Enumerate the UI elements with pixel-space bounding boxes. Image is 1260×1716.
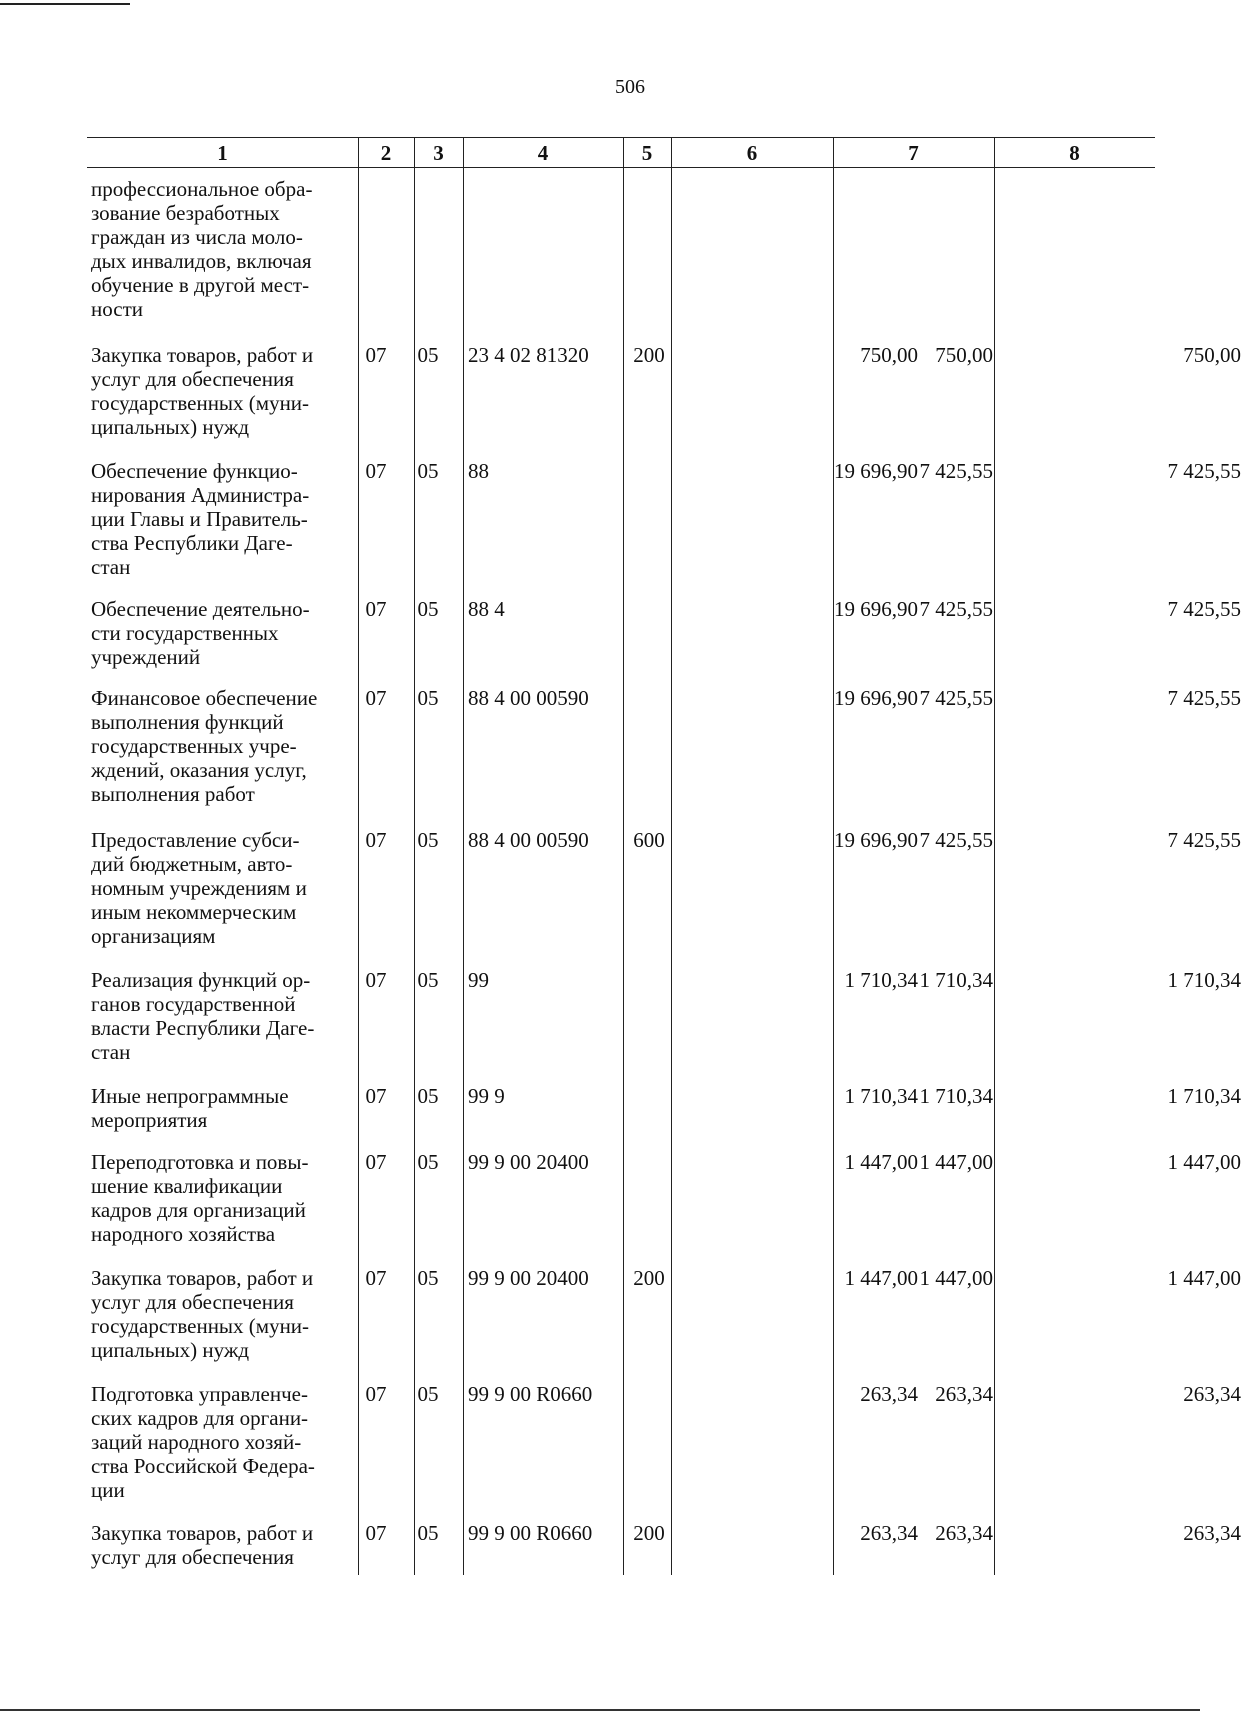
row-col-7: 1 447,00 xyxy=(919,1266,993,1290)
row-col-4: 23 4 02 81320 xyxy=(468,343,589,367)
row-col-3: 05 xyxy=(417,1084,439,1108)
row-col-4: 99 9 xyxy=(468,1084,505,1108)
column-divider xyxy=(994,137,995,1575)
row-description: Обеспечение деятельно- сти государственных учреждений xyxy=(91,597,310,669)
row-col-7: 750,00 xyxy=(935,343,993,367)
row-col-7: 1 710,34 xyxy=(919,968,993,992)
row-col-2: 07 xyxy=(365,1084,387,1108)
row-col-3: 05 xyxy=(417,828,439,852)
row-description: Иные непрограммные мероприятия xyxy=(91,1084,289,1132)
row-col-7: 7 425,55 xyxy=(919,828,993,852)
row-description: Закупка товаров, работ и услуг для обеспечения xyxy=(91,1521,314,1569)
row-col-6: 19 696,90 xyxy=(834,686,918,710)
row-col-3: 05 xyxy=(417,968,439,992)
row-col-6: 19 696,90 xyxy=(834,828,918,852)
row-col-7: 7 425,55 xyxy=(919,597,993,621)
row-col-8: 7 425,55 xyxy=(1167,459,1241,483)
row-description: Обеспечение функцио- нирования Администра- ции Главы и Правитель- ства Республики Даге- стан xyxy=(91,459,310,579)
row-col-3: 05 xyxy=(417,597,439,621)
row-col-3: 05 xyxy=(417,1521,439,1545)
row-col-8: 263,34 xyxy=(1183,1521,1241,1545)
row-description: Переподготовка и повы- шение квалификации кадров для организаций народного хозяйства xyxy=(91,1150,309,1246)
row-col-4: 88 4 00 00590 xyxy=(468,686,589,710)
row-col-2: 07 xyxy=(365,343,387,367)
header-col-4: 4 xyxy=(537,141,549,165)
row-col-5: 200 xyxy=(633,1521,665,1545)
row-col-8: 1 447,00 xyxy=(1167,1266,1241,1290)
row-col-8: 1 710,34 xyxy=(1167,1084,1241,1108)
row-col-2: 07 xyxy=(365,1150,387,1174)
row-col-8: 7 425,55 xyxy=(1167,686,1241,710)
row-col-7: 263,34 xyxy=(935,1521,993,1545)
top-edge-rule xyxy=(0,3,130,5)
row-col-8: 750,00 xyxy=(1183,343,1241,367)
row-col-8: 1 447,00 xyxy=(1167,1150,1241,1174)
row-col-8: 263,34 xyxy=(1183,1382,1241,1406)
header-col-6: 6 xyxy=(746,141,758,165)
header-col-3: 3 xyxy=(433,141,444,165)
row-col-4: 88 4 00 00590 xyxy=(468,828,589,852)
row-col-4: 88 xyxy=(468,459,489,483)
row-col-3: 05 xyxy=(417,459,439,483)
row-description: Закупка товаров, работ и услуг для обеспечения государственных (муни- ципальных) нужд xyxy=(91,1266,314,1362)
row-col-3: 05 xyxy=(417,1150,439,1174)
row-col-6: 1 710,34 xyxy=(844,1084,918,1108)
row-col-6: 19 696,90 xyxy=(834,597,918,621)
row-col-6: 1 710,34 xyxy=(844,968,918,992)
row-col-5: 600 xyxy=(633,828,665,852)
row-col-4: 99 9 00 20400 xyxy=(468,1266,589,1290)
row-description: Финансовое обеспечение выполнения функций государственных учре- ждений, оказания услуг, выполнения работ xyxy=(91,686,318,806)
header-col-1: 1 xyxy=(217,141,228,165)
row-col-7: 263,34 xyxy=(935,1382,993,1406)
row-col-6: 750,00 xyxy=(860,343,918,367)
row-col-4: 99 9 00 R0660 xyxy=(468,1382,593,1406)
row-col-2: 07 xyxy=(365,1521,387,1545)
row-col-2: 07 xyxy=(365,597,387,621)
header-col-8: 8 xyxy=(1069,141,1080,165)
row-col-6: 1 447,00 xyxy=(844,1266,918,1290)
row-col-5: 200 xyxy=(633,343,665,367)
row-col-4: 99 9 00 R0660 xyxy=(468,1521,593,1545)
page-number: 506 xyxy=(615,76,645,98)
row-col-2: 07 xyxy=(365,686,387,710)
row-col-6: 19 696,90 xyxy=(834,459,918,483)
row-col-5: 200 xyxy=(633,1266,665,1290)
header-col-7: 7 xyxy=(908,141,919,165)
row-col-4: 99 xyxy=(468,968,489,992)
row-col-2: 07 xyxy=(365,459,387,483)
row-description: Закупка товаров, работ и услуг для обеспечения государственных (муни- ципальных) нужд xyxy=(91,343,314,439)
row-col-6: 263,34 xyxy=(860,1382,918,1406)
row-col-4: 88 4 xyxy=(468,597,505,621)
row-description: профессиональное обра- зование безработных граждан из числа моло- дых инвалидов, включая обучение в другой мест- ности xyxy=(91,177,313,321)
row-col-7: 7 425,55 xyxy=(919,459,993,483)
row-col-6: 263,34 xyxy=(860,1521,918,1545)
row-col-7: 7 425,55 xyxy=(919,686,993,710)
row-col-3: 05 xyxy=(417,1266,439,1290)
row-col-8: 1 710,34 xyxy=(1167,968,1241,992)
row-col-3: 05 xyxy=(417,686,439,710)
row-description: Подготовка управленче- ских кадров для органи- заций народного хозяй- ства Российской Федера- ции xyxy=(91,1382,315,1502)
row-col-2: 07 xyxy=(365,828,387,852)
header-col-5: 5 xyxy=(641,141,653,165)
row-col-7: 1 710,34 xyxy=(919,1084,993,1108)
row-col-3: 05 xyxy=(417,1382,439,1406)
row-col-8: 7 425,55 xyxy=(1167,828,1241,852)
row-col-4: 99 9 00 20400 xyxy=(468,1150,589,1174)
row-col-2: 07 xyxy=(365,968,387,992)
row-col-2: 07 xyxy=(365,1382,387,1406)
row-col-8: 7 425,55 xyxy=(1167,597,1241,621)
row-description: Предоставление субси- дий бюджетным, авто- номным учреждениям и иным некоммерческим организациям xyxy=(91,828,307,948)
row-description: Реализация функций ор- ганов государственной власти Республики Даге- стан xyxy=(91,968,315,1064)
row-col-7: 1 447,00 xyxy=(919,1150,993,1174)
header-col-2: 2 xyxy=(380,141,392,165)
row-col-6: 1 447,00 xyxy=(844,1150,918,1174)
row-col-3: 05 xyxy=(417,343,439,367)
row-col-2: 07 xyxy=(365,1266,387,1290)
bottom-edge-rule xyxy=(0,1709,1200,1711)
column-divider xyxy=(463,137,464,1575)
